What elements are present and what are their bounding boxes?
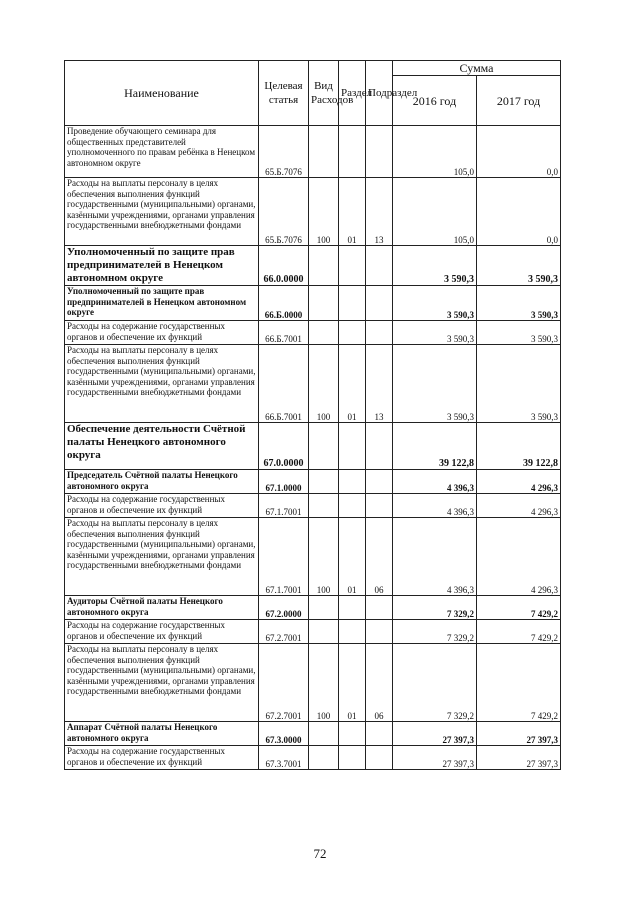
table-row xyxy=(65,178,561,246)
cell-2017: 7 429,2 xyxy=(477,644,561,722)
cell-vid xyxy=(309,746,339,770)
cell-vid: 100 xyxy=(309,345,339,423)
cell-2016: 39 122,8 xyxy=(393,423,477,470)
cell-podrazdel xyxy=(366,494,393,518)
cell-2017: 4 296,3 xyxy=(477,518,561,596)
cell-name: Расходы на выплаты персоналу в целях обеспечения выполнения функций государственными (муниципальными) органами, казёнными учреждениями, органами управления государственными внебюджетными фондами xyxy=(65,518,259,596)
cell-razdel xyxy=(339,722,366,746)
cell-vid xyxy=(309,286,339,321)
cell-2017: 3 590,3 xyxy=(477,345,561,423)
cell-2017: 27 397,3 xyxy=(477,722,561,746)
cell-podrazdel xyxy=(366,126,393,178)
cell-vid xyxy=(309,246,339,286)
cell-podrazdel xyxy=(366,470,393,494)
cell-2016: 105,0 xyxy=(393,178,477,246)
cell-2016: 7 329,2 xyxy=(393,596,477,620)
table-row xyxy=(65,620,561,644)
cell-razdel: 01 xyxy=(339,518,366,596)
cell-razdel: 01 xyxy=(339,178,366,246)
cell-2016: 4 396,3 xyxy=(393,470,477,494)
cell-podrazdel xyxy=(366,596,393,620)
cell-target: 67.0.0000 xyxy=(259,423,309,470)
table-row xyxy=(65,596,561,620)
table-row xyxy=(65,494,561,518)
cell-name: Проведение обучающего семинара для общественных представителей уполномоченного по правам ребёнка в Ненецком автономном округе xyxy=(65,126,259,178)
cell-vid xyxy=(309,494,339,518)
cell-target: 67.1.0000 xyxy=(259,470,309,494)
cell-name: Расходы на выплаты персоналу в целях обеспечения выполнения функций государственными (муниципальными) органами, казёнными учреждениями, органами управления государственными внебюджетными фондами xyxy=(65,345,259,423)
cell-podrazdel xyxy=(366,722,393,746)
cell-podrazdel xyxy=(366,423,393,470)
table-row xyxy=(65,321,561,345)
cell-2016: 7 329,2 xyxy=(393,644,477,722)
budget-table xyxy=(64,60,561,770)
header-sum: Сумма xyxy=(393,61,561,76)
cell-2017: 0,0 xyxy=(477,178,561,246)
cell-vid xyxy=(309,620,339,644)
cell-2017: 4 296,3 xyxy=(477,494,561,518)
cell-target: 67.2.7001 xyxy=(259,644,309,722)
cell-vid xyxy=(309,126,339,178)
cell-2017: 0,0 xyxy=(477,126,561,178)
table-row xyxy=(65,345,561,423)
cell-vid xyxy=(309,423,339,470)
table-row xyxy=(65,246,561,286)
cell-target: 66.Б.7001 xyxy=(259,345,309,423)
cell-target: 67.3.0000 xyxy=(259,722,309,746)
cell-2017: 39 122,8 xyxy=(477,423,561,470)
cell-podrazdel xyxy=(366,620,393,644)
cell-2017: 4 296,3 xyxy=(477,470,561,494)
cell-2016: 3 590,3 xyxy=(393,246,477,286)
header-razdel: Раздел xyxy=(339,61,366,126)
cell-target: 65.Б.7076 xyxy=(259,126,309,178)
cell-target: 67.2.0000 xyxy=(259,596,309,620)
cell-2016: 27 397,3 xyxy=(393,746,477,770)
cell-razdel xyxy=(339,423,366,470)
cell-target: 67.1.7001 xyxy=(259,494,309,518)
cell-name: Расходы на выплаты персоналу в целях обеспечения выполнения функций государственными (муниципальными) органами, казёнными учреждениями, органами управления государственными внебюджетными фондами xyxy=(65,178,259,246)
cell-razdel xyxy=(339,126,366,178)
cell-2017: 7 429,2 xyxy=(477,620,561,644)
cell-razdel xyxy=(339,494,366,518)
table-row xyxy=(65,746,561,770)
cell-razdel: 01 xyxy=(339,644,366,722)
cell-target: 67.1.7001 xyxy=(259,518,309,596)
cell-target: 67.2.7001 xyxy=(259,620,309,644)
cell-2017: 3 590,3 xyxy=(477,286,561,321)
table-row xyxy=(65,423,561,470)
cell-2016: 105,0 xyxy=(393,126,477,178)
cell-razdel xyxy=(339,321,366,345)
cell-vid xyxy=(309,321,339,345)
cell-podrazdel: 06 xyxy=(366,518,393,596)
cell-name: Расходы на содержание государственных органов и обеспечение их функций xyxy=(65,494,259,518)
cell-name: Председатель Счётной палаты Ненецкого автономного округа xyxy=(65,470,259,494)
cell-name: Обеспечение деятельности Счётной палаты Ненецкого автономного округа xyxy=(65,423,259,470)
header-year-2017: 2017 год xyxy=(477,76,561,126)
table-row xyxy=(65,644,561,722)
cell-name: Аудиторы Счётной палаты Ненецкого автономного округа xyxy=(65,596,259,620)
cell-vid xyxy=(309,470,339,494)
cell-name: Расходы на содержание государственных органов и обеспечение их функций xyxy=(65,321,259,345)
cell-2016: 3 590,3 xyxy=(393,286,477,321)
cell-vid xyxy=(309,596,339,620)
cell-2017: 3 590,3 xyxy=(477,321,561,345)
header-vid: Вид Расходов xyxy=(309,61,339,126)
cell-target: 66.0.0000 xyxy=(259,246,309,286)
cell-2017: 7 429,2 xyxy=(477,596,561,620)
cell-razdel: 01 xyxy=(339,345,366,423)
page-number: 72 xyxy=(313,846,327,861)
cell-podrazdel xyxy=(366,286,393,321)
cell-2016: 3 590,3 xyxy=(393,345,477,423)
cell-podrazdel xyxy=(366,321,393,345)
cell-razdel xyxy=(339,596,366,620)
cell-name: Расходы на содержание государственных органов и обеспечение их функций xyxy=(65,620,259,644)
cell-name: Расходы на выплаты персоналу в целях обеспечения выполнения функций государственными (муниципальными) органами, казёнными учреждениями, органами управления государственными внебюджетными фондами xyxy=(65,644,259,722)
cell-razdel xyxy=(339,246,366,286)
cell-target: 67.3.7001 xyxy=(259,746,309,770)
cell-2016: 3 590,3 xyxy=(393,321,477,345)
cell-podrazdel xyxy=(366,246,393,286)
table-row xyxy=(65,722,561,746)
table-row xyxy=(65,518,561,596)
cell-2016: 4 396,3 xyxy=(393,494,477,518)
cell-vid: 100 xyxy=(309,518,339,596)
cell-vid: 100 xyxy=(309,644,339,722)
cell-2016: 4 396,3 xyxy=(393,518,477,596)
cell-name: Расходы на содержание государственных органов и обеспечение их функций xyxy=(65,746,259,770)
cell-name: Уполномоченный по защите прав предпринимателей в Ненецком автономном округе xyxy=(65,286,259,321)
cell-2017: 3 590,3 xyxy=(477,246,561,286)
cell-podrazdel xyxy=(366,746,393,770)
cell-name: Уполномоченный по защите прав предпринимателей в Ненецком автономном округе xyxy=(65,246,259,286)
cell-target: 66.Б.0000 xyxy=(259,286,309,321)
cell-podrazdel: 06 xyxy=(366,644,393,722)
cell-razdel xyxy=(339,620,366,644)
cell-razdel xyxy=(339,746,366,770)
header-year-2016: 2016 год xyxy=(393,76,477,126)
table-header xyxy=(65,61,561,126)
header-target: Целевая статья xyxy=(259,61,309,126)
cell-2016: 7 329,2 xyxy=(393,620,477,644)
table-body xyxy=(65,126,561,770)
cell-podrazdel: 13 xyxy=(366,178,393,246)
table-row xyxy=(65,470,561,494)
cell-2016: 27 397,3 xyxy=(393,722,477,746)
table-row xyxy=(65,126,561,178)
cell-name: Аппарат Счётной палаты Ненецкого автономного округа xyxy=(65,722,259,746)
cell-razdel xyxy=(339,470,366,494)
cell-2017: 27 397,3 xyxy=(477,746,561,770)
header-podrazdel: Подраздел xyxy=(366,61,393,126)
cell-target: 66.Б.7001 xyxy=(259,321,309,345)
header-name: Наименование xyxy=(65,61,259,126)
cell-razdel xyxy=(339,286,366,321)
cell-vid: 100 xyxy=(309,178,339,246)
cell-target: 65.Б.7076 xyxy=(259,178,309,246)
cell-podrazdel: 13 xyxy=(366,345,393,423)
table-row xyxy=(65,286,561,321)
cell-vid xyxy=(309,722,339,746)
